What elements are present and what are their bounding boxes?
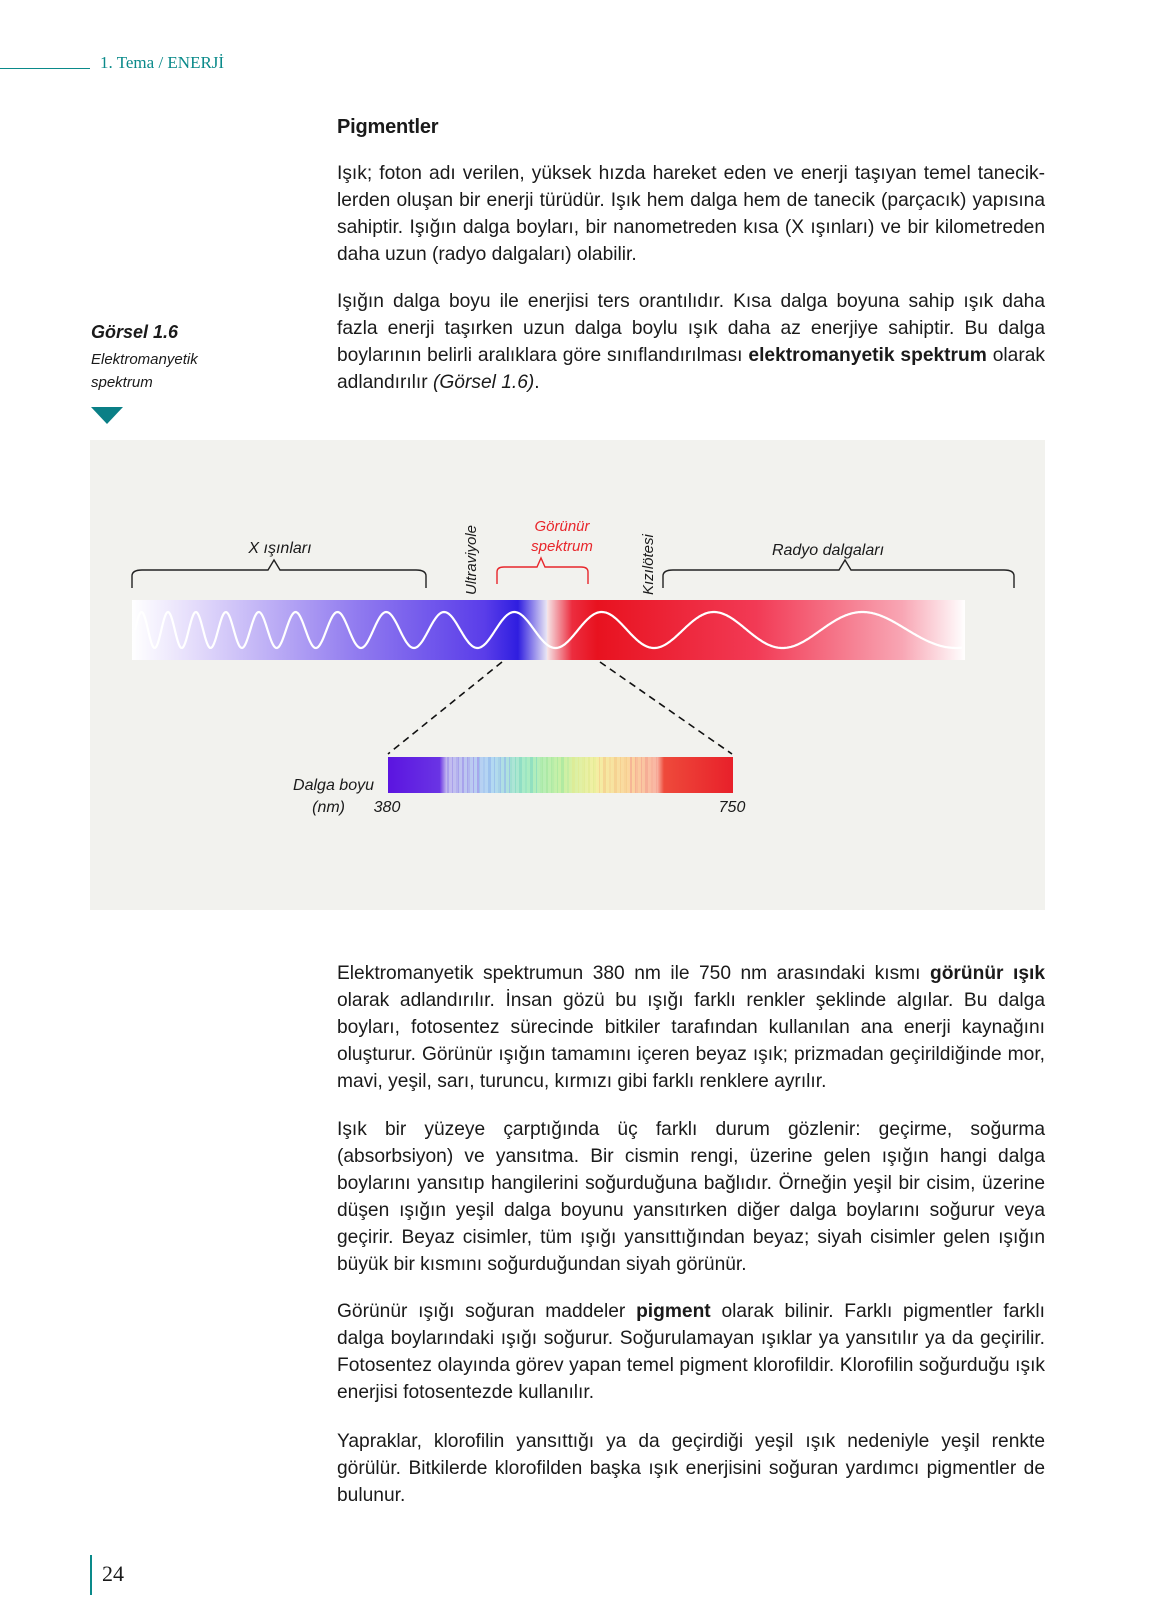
paragraph-3: Elektromanyetik spektrumun 380 nm ile 750 nm arasındaki kısmı görünür ışık olarak adlandırılır. İnsan gözü bu ışığı farklı renkler şeklinde algılar. Bu dalga boyları, fotosentez sürecinde bitkiler tarafından kullanılan ana enerji kaynağını oluşturur. Görünür ışığın tamamını içeren beyaz ışık; prizmadan geçirildiğinde mor, mavi, yeşil, sarı, turuncu, kırmızı gibi farklı renklere ayrılır. (337, 963, 1045, 1092)
xray-brace (132, 560, 426, 588)
label-visible-2: spektrum (531, 538, 593, 555)
spectrum-figure (90, 440, 1045, 910)
zoom-line-left (388, 662, 502, 754)
running-header: 1. Tema / ENERJİ (100, 53, 225, 72)
visible-brace (497, 558, 588, 584)
caption-arrow-icon (91, 407, 123, 424)
term-pigment: pigment (636, 1301, 711, 1322)
figure-caption-title: Görsel 1.6 (91, 322, 179, 342)
label-infrared: Kızılötesi (640, 534, 657, 595)
high-energy-band (132, 600, 547, 660)
page-number: 24 (102, 1561, 124, 1586)
visible-spectrum-bar (388, 757, 733, 793)
term-visible-light: görünür ışık (929, 963, 1045, 984)
paragraph-2: Işığın dalga boyu ile enerjisi ters orantılıdır. Kısa dalga boyuna sahip ışık daha fazla enerji taşırken uzun dalga boylu ışık daha az enerjiye sahiptir. Bu dalga boylarının belirli aralıklara göre sınıflandırılması elektromanyetik spektrum olarak adlandırılır (Görsel 1.6). (337, 291, 1045, 393)
paragraph-5: Görünür ışığı soğuran maddeler pigment olarak bilinir. Farklı pigmentler farklı dalga boylarındaki ışığı soğurur. Soğurulamayan ışıklar ya yansıtılır ya da geçirilir. Fotosentez olayında görev yapan temel pigment klorofildir. Klorofilin soğurduğu ışık enerjisi fotosentezde kullanılır. (337, 1301, 1045, 1403)
paragraph-1: Işık; foton adı verilen, yüksek hızda hareket eden ve enerji taşıyan temel taneciklerden oluşan bir enerji türüdür. Işık hem dalga hem de tanecik (parçacık) yapısına sahiptir. Işığın dalga boyları, bir nanometreden kısa (X ışınları) ve bir kilometreden daha uzun (radyo dalgaları) olabilir. (337, 163, 1045, 265)
label-min-wavelength: 380 (373, 799, 401, 816)
label-ultraviolet: Ultraviyole (463, 524, 480, 595)
low-energy-band (547, 600, 965, 660)
figure-reference: (Görsel 1.6) (432, 372, 535, 393)
footer-rule (90, 1555, 92, 1595)
header-rule (0, 68, 90, 69)
label-visible-1: Görünür (534, 518, 590, 535)
paragraph-6: Yapraklar, klorofilin yansıttığı ya da geçirdiği yeşil ışık nedeniyle yeşil renkte görülür. Bitkilerde klorofilden başka ışık enerjisini soğuran yardımcı pigmentler de bulunur. (337, 1431, 1045, 1506)
section-heading: Pigmentler (337, 116, 439, 138)
label-max-wavelength: 750 (718, 799, 746, 816)
label-wavelength: Dalga boyu (293, 777, 374, 794)
paragraph-4: Işık bir yüzeye çarptığında üç farklı durum gözlenir: geçirme, soğurma (absorbsiyon) ve yansıtma. Bir cismin rengi, üzerine gelen ışığın hangi dalga boylarını yansıtıp hangilerini soğurduğuna bağlıdır. Örneğin yeşil bir cisim, üzerine düşen ışığın yeşil dalga boyunu yansıtırken diğer dalga boylarını soğurur veya geçirir. Beyaz cisimler, tüm ışığı yansıttığından beyaz; siyah cisimler gelen ışığın büyük bir kısmını soğurduğundan siyah görünür. (337, 1119, 1045, 1275)
label-radio: Radyo dalgaları (771, 542, 885, 559)
radio-brace (663, 560, 1014, 588)
zoom-line-right (600, 662, 732, 754)
spectrum-diagram (90, 440, 1045, 910)
label-wavelength-unit: (nm) (312, 799, 345, 816)
figure-caption-subtitle: Elektromanyetik spektrum (91, 351, 198, 391)
label-xray: X ışınları (248, 540, 312, 557)
term-electromagnetic-spectrum: elektromanyetik spektrum (748, 345, 987, 366)
